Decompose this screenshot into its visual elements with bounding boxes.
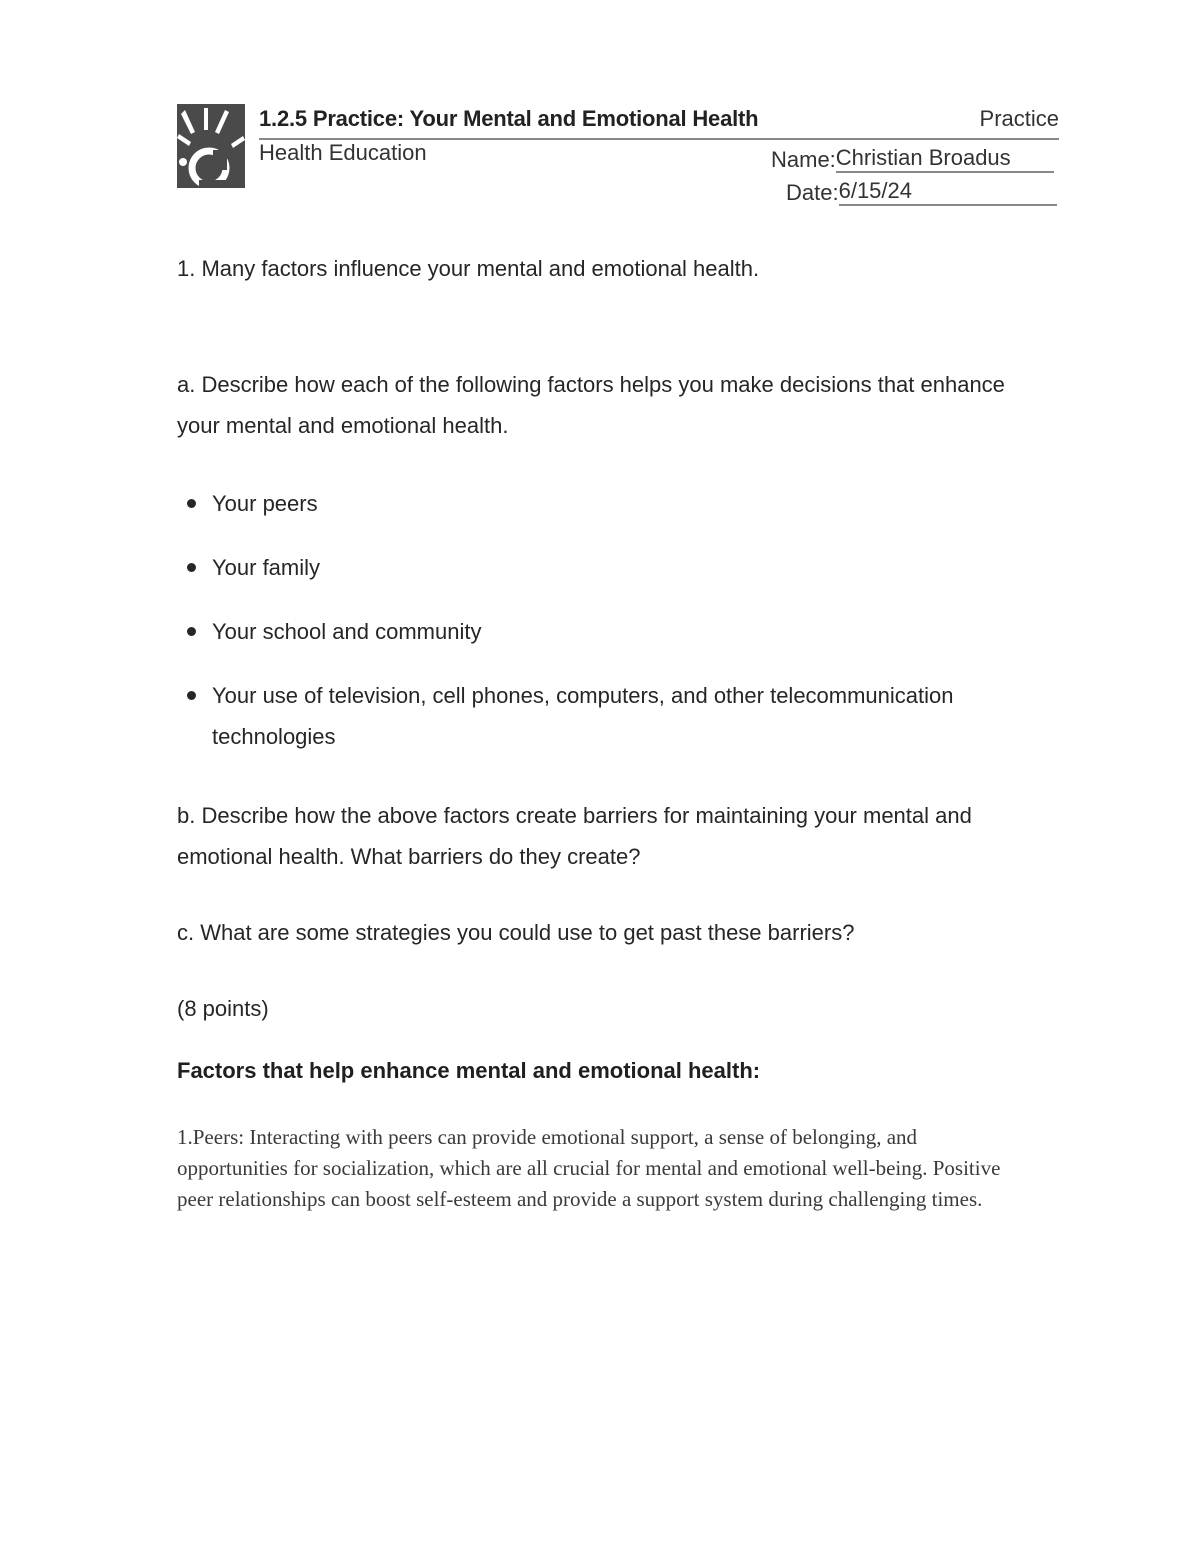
bullet-icon — [187, 499, 196, 508]
question-1: 1. Many factors influence your mental and emotional health. — [177, 256, 760, 281]
question-1b: b. Describe how the above factors create barriers for maintaining your mental and emotional health. What barriers do they create? — [177, 803, 972, 869]
factor-text: Your school and community — [212, 619, 482, 644]
course-name: Health Education — [259, 140, 427, 165]
name-label: Name: — [771, 147, 836, 172]
factor-text: Your peers — [212, 491, 318, 516]
list-item — [177, 547, 1037, 588]
document-title: 1.2.5 Practice: Your Mental and Emotional Health — [259, 106, 759, 131]
answer-heading: Factors that help enhance mental and emotional health: — [177, 1058, 761, 1083]
date-label: Date: — [786, 180, 839, 205]
list-item — [177, 675, 1037, 757]
bullet-icon — [187, 563, 196, 572]
factor-text: Your use of television, cell phones, computers, and other telecommunication technologies — [212, 683, 954, 749]
factor-text: Your family — [212, 555, 321, 580]
answer-paragraph-1: 1.Peers: Interacting with peers can provide emotional support, a sense of belonging, and opportunities for socialization, which are all crucial for mental and emotional well-being. Positive peer relationships can boost self-esteem and provide a support system during challenging times. — [177, 1125, 1001, 1211]
sun-face-logo-icon — [177, 104, 245, 188]
name-value: Christian Broadus — [836, 145, 1054, 173]
question-1a: a. Describe how each of the following factors helps you make decisions that enhance your mental and emotional health. — [177, 372, 1005, 438]
date-value: 6/15/24 — [839, 178, 1057, 206]
list-item — [177, 483, 1037, 524]
question-1c: c. What are some strategies you could use to get past these barriers? — [177, 920, 855, 945]
date-field-row — [786, 176, 1057, 206]
bullet-icon — [187, 627, 196, 636]
factor-list — [177, 483, 1037, 780]
list-item — [177, 611, 1037, 652]
name-field-row — [771, 143, 1054, 173]
points-value: (8 points) — [177, 996, 269, 1021]
bullet-icon — [187, 691, 196, 700]
document-type-label: Practice — [979, 106, 1059, 131]
